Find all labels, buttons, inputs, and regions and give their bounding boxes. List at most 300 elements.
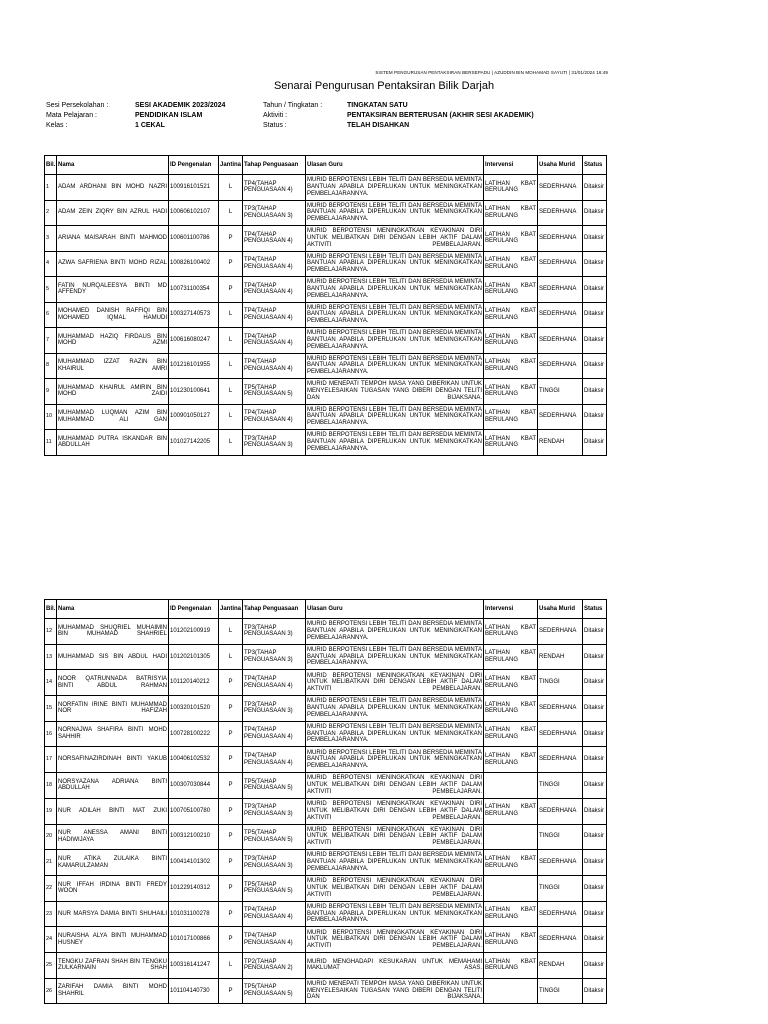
cell-nama: MUHAMMAD KHAIRUL AMIRIN BIN MOHD ZAIDI xyxy=(57,379,169,405)
table-row xyxy=(45,747,607,773)
cell-usaha: SEDERHANA xyxy=(538,404,583,430)
cell-status: Ditaksir xyxy=(583,328,607,354)
cell-tahap: TP4(TAHAP PENGUASAAN 4) xyxy=(243,901,306,927)
kelas-label: Kelas : xyxy=(46,122,68,129)
cell-ulasan: MURID BERPOTENSI LEBIH TELITI DAN BERSEDIA MEMINTA BANTUAN APABILA DIPERLUKAN UNTUK MENINGKATKAN PEMBELAJARANNYA. xyxy=(306,619,484,645)
table-row xyxy=(45,850,607,876)
col-status-header: Status xyxy=(583,600,607,619)
table-row xyxy=(45,379,607,405)
aktiviti-label: Aktiviti : xyxy=(263,112,288,119)
cell-tahap: TP4(TAHAP PENGUASAAN 4) xyxy=(243,721,306,747)
cell-usaha: TINGGI xyxy=(538,824,583,850)
cell-bil: 6 xyxy=(45,302,57,328)
col-status-header: Status xyxy=(583,156,607,175)
cell-status: Ditaksir xyxy=(583,901,607,927)
cell-intervensi: LATIHAN KBAT BERULANG xyxy=(484,251,538,277)
cell-status: Ditaksir xyxy=(583,927,607,953)
cell-usaha: TINGGI xyxy=(538,773,583,799)
cell-bil: 15 xyxy=(45,696,57,722)
cell-status: Ditaksir xyxy=(583,302,607,328)
cell-status: Ditaksir xyxy=(583,952,607,978)
cell-jantina: P xyxy=(219,850,243,876)
cell-tahap: TP4(TAHAP PENGUASAAN 4) xyxy=(243,175,306,201)
table-header-row xyxy=(45,156,607,175)
cell-tahap: TP4(TAHAP PENGUASAAN 4) xyxy=(243,328,306,354)
cell-status: Ditaksir xyxy=(583,200,607,226)
status-label: Status : xyxy=(263,122,287,129)
cell-id: 101027142205 xyxy=(169,430,219,456)
cell-ulasan: MURID MENGHADAPI KESUKARAN UNTUK MEMAHAMI MAKLUMAT ASAS. xyxy=(306,952,484,978)
cell-bil: 9 xyxy=(45,379,57,405)
info-row-kelas xyxy=(46,121,534,131)
cell-jantina: P xyxy=(219,798,243,824)
cell-jantina: P xyxy=(219,251,243,277)
cell-nama: ADAM ZEIN ZIQRY BIN AZRUL HADI xyxy=(57,200,169,226)
table-row xyxy=(45,200,607,226)
cell-ulasan: MURID BERPOTENSI LEBIH TELITI DAN BERSEDIA MEMINTA BANTUAN APABILA DIPERLUKAN UNTUK MENINGKATKAN PEMBELAJARANNYA. xyxy=(306,696,484,722)
cell-usaha: SEDERHANA xyxy=(538,226,583,252)
cell-nama: NUR MARSYA DAMIA BINTI SHUHAILI xyxy=(57,901,169,927)
cell-id: 100406102532 xyxy=(169,747,219,773)
cell-bil: 10 xyxy=(45,404,57,430)
table-row xyxy=(45,927,607,953)
cell-jantina: L xyxy=(219,175,243,201)
cell-nama: NOOR QATRUNNADA BATRISYIA BINTI ABDUL RAHMAN xyxy=(57,670,169,696)
cell-bil: 21 xyxy=(45,850,57,876)
cell-nama: ARIANA MAISARAH BINTI MAHMOD xyxy=(57,226,169,252)
cell-bil: 11 xyxy=(45,430,57,456)
table-row xyxy=(45,952,607,978)
cell-tahap: TP3(TAHAP PENGUASAAN 3) xyxy=(243,696,306,722)
cell-jantina: P xyxy=(219,747,243,773)
col-bil-header: Bil. xyxy=(45,600,57,619)
table-row xyxy=(45,670,607,696)
cell-bil: 1 xyxy=(45,175,57,201)
cell-tahap: TP4(TAHAP PENGUASAAN 4) xyxy=(243,302,306,328)
cell-jantina: P xyxy=(219,875,243,901)
cell-id: 100327140573 xyxy=(169,302,219,328)
system-info-line: SISTEM PENGURUSAN PENTAKSIRAN BERSEPADU | AZUDDIN BIN MOHAMAD SAYUTI | 31/01/2024 16:49 xyxy=(375,70,608,75)
cell-status: Ditaksir xyxy=(583,875,607,901)
cell-nama: NURAISHA ALYA BINTI MUHAMMAD HUSNEY xyxy=(57,927,169,953)
status-value: TELAH DISAHKAN xyxy=(347,122,410,129)
cell-bil: 3 xyxy=(45,226,57,252)
cell-status: Ditaksir xyxy=(583,747,607,773)
table-row xyxy=(45,644,607,670)
table-row xyxy=(45,404,607,430)
table-row xyxy=(45,175,607,201)
cell-status: Ditaksir xyxy=(583,670,607,696)
col-usaha-header: Usaha Murid xyxy=(538,600,583,619)
cell-id: 101017100866 xyxy=(169,927,219,953)
cell-ulasan: MURID BERPOTENSI MENINGKATKAN KEYAKINAN DIRI UNTUK MELIBATKAN DIRI DENGAN LEBIH AKTIF DALAM AKTIVITI PEMBELAJARAN. xyxy=(306,773,484,799)
cell-nama: NORNAJWA SHAFIRA BINTI MOHD SAHHIR xyxy=(57,721,169,747)
cell-id: 100316141247 xyxy=(169,952,219,978)
student-table-page-2 xyxy=(44,599,607,1004)
cell-status: Ditaksir xyxy=(583,379,607,405)
cell-nama: ZARIFAH DAMIA BINTI MOHD SHAHRIL xyxy=(57,978,169,1004)
cell-jantina: P xyxy=(219,927,243,953)
cell-usaha: TINGGI xyxy=(538,670,583,696)
cell-usaha: SEDERHANA xyxy=(538,277,583,303)
table-row xyxy=(45,824,607,850)
cell-usaha: RENDAH xyxy=(538,430,583,456)
cell-usaha: SEDERHANA xyxy=(538,927,583,953)
col-nama-header: Nama xyxy=(57,156,169,175)
col-jantina-header: Jantina xyxy=(219,156,243,175)
col-id-header: ID Pengenalan xyxy=(169,600,219,619)
cell-intervensi: LATIHAN KBAT BERULANG xyxy=(484,952,538,978)
cell-id: 101202101305 xyxy=(169,644,219,670)
cell-jantina: L xyxy=(219,200,243,226)
cell-ulasan: MURID BERPOTENSI LEBIH TELITI DAN BERSEDIA MEMINTA BANTUAN APABILA DIPERLUKAN UNTUK MENINGKATKAN PEMBELAJARANNYA. xyxy=(306,302,484,328)
mapel-label: Mata Pelajaran : xyxy=(46,112,97,119)
cell-nama: MUHAMMAD SIS BIN ABDUL HADI xyxy=(57,644,169,670)
cell-usaha: SEDERHANA xyxy=(538,200,583,226)
cell-nama: MUHAMMAD HAZIQ FIRDAUS BIN MOHD AZMI xyxy=(57,328,169,354)
cell-intervensi xyxy=(484,875,538,901)
student-table-page-1 xyxy=(44,155,607,456)
cell-ulasan: MURID BERPOTENSI LEBIH TELITI DAN BERSEDIA MEMINTA BANTUAN APABILA DIPERLUKAN UNTUK MENINGKATKAN PEMBELAJARANNYA. xyxy=(306,430,484,456)
cell-jantina: P xyxy=(219,226,243,252)
cell-usaha: SEDERHANA xyxy=(538,721,583,747)
cell-nama: MUHAMMAD IZZAT RAZIN BIN KHAIRUL AMRI xyxy=(57,353,169,379)
cell-jantina: L xyxy=(219,302,243,328)
cell-tahap: TP4(TAHAP PENGUASAAN 4) xyxy=(243,927,306,953)
cell-nama: AZWA SAFRIENA BINTI MOHD RIZAL xyxy=(57,251,169,277)
cell-intervensi xyxy=(484,773,538,799)
cell-bil: 5 xyxy=(45,277,57,303)
cell-intervensi: LATIHAN KBAT BERULANG xyxy=(484,404,538,430)
cell-id: 101031100278 xyxy=(169,901,219,927)
cell-jantina: L xyxy=(219,379,243,405)
cell-id: 100826100402 xyxy=(169,251,219,277)
cell-id: 100916101521 xyxy=(169,175,219,201)
cell-jantina: L xyxy=(219,644,243,670)
cell-status: Ditaksir xyxy=(583,404,607,430)
cell-intervensi: LATIHAN KBAT BERULANG xyxy=(484,927,538,953)
cell-tahap: TP4(TAHAP PENGUASAAN 4) xyxy=(243,251,306,277)
cell-id: 101230100641 xyxy=(169,379,219,405)
cell-id: 100901050127 xyxy=(169,404,219,430)
cell-nama: MUHAMMAD LUQMAN AZIM BIN MUHAMMAD ALI GAN xyxy=(57,404,169,430)
aktiviti-value: PENTAKSIRAN BERTERUSAN (AKHIR SESI AKADEMIK) xyxy=(347,112,534,119)
cell-tahap: TP3(TAHAP PENGUASAAN 3) xyxy=(243,200,306,226)
cell-tahap: TP4(TAHAP PENGUASAAN 4) xyxy=(243,747,306,773)
cell-usaha: SEDERHANA xyxy=(538,619,583,645)
cell-jantina: P xyxy=(219,824,243,850)
cell-nama: ADAM ARDHANI BIN MOHD NAZRI xyxy=(57,175,169,201)
cell-intervensi: LATIHAN KBAT BERULANG xyxy=(484,226,538,252)
table-row xyxy=(45,696,607,722)
cell-jantina: P xyxy=(219,696,243,722)
cell-status: Ditaksir xyxy=(583,850,607,876)
cell-usaha: SEDERHANA xyxy=(538,328,583,354)
table-row xyxy=(45,353,607,379)
col-intervensi-header: Intervensi xyxy=(484,600,538,619)
cell-ulasan: MURID MENEPATI TEMPOH MASA YANG DIBERIKAN UNTUK MENYELESAIKAN TUGASAN YANG DIBERI DENGAN TELITI DAN BIJAKSANA. xyxy=(306,978,484,1004)
table-row xyxy=(45,798,607,824)
cell-intervensi: LATIHAN KBAT BERULANG xyxy=(484,277,538,303)
tahun-value: TINGKATAN SATU xyxy=(347,102,408,109)
cell-status: Ditaksir xyxy=(583,773,607,799)
cell-nama: MOHAMED DANISH RAFFIQI BIN MOHAMED IQMAL HAMUDI xyxy=(57,302,169,328)
cell-nama: TENGKU ZAFRAN SHAH BIN TENGKU ZULKARNAIN SHAH xyxy=(57,952,169,978)
cell-id: 100312100210 xyxy=(169,824,219,850)
table-row xyxy=(45,875,607,901)
cell-id: 101202100919 xyxy=(169,619,219,645)
cell-bil: 19 xyxy=(45,798,57,824)
cell-id: 101216101955 xyxy=(169,353,219,379)
cell-intervensi: LATIHAN KBAT BERULANG xyxy=(484,721,538,747)
cell-tahap: TP5(TAHAP PENGUASAAN 5) xyxy=(243,824,306,850)
cell-usaha: SEDERHANA xyxy=(538,798,583,824)
cell-jantina: P xyxy=(219,670,243,696)
cell-jantina: L xyxy=(219,328,243,354)
info-row-sesi xyxy=(46,101,534,111)
cell-bil: 7 xyxy=(45,328,57,354)
cell-bil: 26 xyxy=(45,978,57,1004)
cell-tahap: TP3(TAHAP PENGUASAAN 3) xyxy=(243,798,306,824)
cell-bil: 13 xyxy=(45,644,57,670)
cell-tahap: TP4(TAHAP PENGUASAAN 4) xyxy=(243,226,306,252)
cell-tahap: TP4(TAHAP PENGUASAAN 4) xyxy=(243,670,306,696)
table-row xyxy=(45,328,607,354)
cell-status: Ditaksir xyxy=(583,644,607,670)
table-row xyxy=(45,251,607,277)
tahun-label: Tahun / Tingkatan : xyxy=(263,102,323,109)
cell-status: Ditaksir xyxy=(583,721,607,747)
cell-id: 101120140212 xyxy=(169,670,219,696)
col-intervensi-header: Intervensi xyxy=(484,156,538,175)
cell-ulasan: MURID BERPOTENSI LEBIH TELITI DAN BERSEDIA MEMINTA BANTUAN APABILA DIPERLUKAN UNTUK MENINGKATKAN PEMBELAJARANNYA. xyxy=(306,404,484,430)
cell-ulasan: MURID BERPOTENSI LEBIH TELITI DAN BERSEDIA MEMINTA BANTUAN APABILA DIPERLUKAN UNTUK MENINGKATKAN PEMBELAJARANNYA. xyxy=(306,175,484,201)
page-title: Senarai Pengurusan Pentaksiran Bilik Darjah xyxy=(273,80,495,92)
table-row xyxy=(45,277,607,303)
cell-intervensi: LATIHAN KBAT BERULANG xyxy=(484,175,538,201)
cell-intervensi: LATIHAN KBAT BERULANG xyxy=(484,379,538,405)
info-row-mapel xyxy=(46,111,534,121)
col-jantina-header: Jantina xyxy=(219,600,243,619)
cell-id: 100731100354 xyxy=(169,277,219,303)
cell-status: Ditaksir xyxy=(583,251,607,277)
cell-ulasan: MURID BERPOTENSI LEBIH TELITI DAN BERSEDIA MEMINTA BANTUAN APABILA DIPERLUKAN UNTUK MENINGKATKAN PEMBELAJARANNYA. xyxy=(306,277,484,303)
cell-ulasan: MURID BERPOTENSI LEBIH TELITI DAN BERSEDIA MEMINTA BANTUAN APABILA DIPERLUKAN UNTUK MENINGKATKAN PEMBELAJARANNYA. xyxy=(306,721,484,747)
cell-usaha: SEDERHANA xyxy=(538,901,583,927)
table-header-row xyxy=(45,600,607,619)
sesi-label: Sesi Persekolahan : xyxy=(46,102,109,109)
cell-nama: NORSAFINAZIRDINAH BINTI YAKUB xyxy=(57,747,169,773)
cell-tahap: TP3(TAHAP PENGUASAAN 3) xyxy=(243,430,306,456)
cell-intervensi: LATIHAN KBAT BERULANG xyxy=(484,430,538,456)
table-row xyxy=(45,430,607,456)
table-row xyxy=(45,773,607,799)
table-body-2 xyxy=(45,619,607,1004)
cell-ulasan: MURID BERPOTENSI MENINGKATKAN KEYAKINAN DIRI UNTUK MELIBATKAN DIRI DENGAN LEBIH AKTIF DALAM AKTIVITI PEMBELAJARAN. xyxy=(306,798,484,824)
cell-usaha: TINGGI xyxy=(538,379,583,405)
cell-ulasan: MURID BERPOTENSI LEBIH TELITI DAN BERSEDIA MEMINTA BANTUAN APABILA DIPERLUKAN UNTUK MENINGKATKAN PEMBELAJARANNYA. xyxy=(306,850,484,876)
cell-bil: 18 xyxy=(45,773,57,799)
cell-bil: 25 xyxy=(45,952,57,978)
cell-bil: 4 xyxy=(45,251,57,277)
cell-intervensi xyxy=(484,824,538,850)
cell-tahap: TP3(TAHAP PENGUASAAN 3) xyxy=(243,644,306,670)
cell-ulasan: MURID BERPOTENSI MENINGKATKAN KEYAKINAN DIRI UNTUK MELIBATKAN DIRI DENGAN LEBIH AKTIF DALAM AKTIVITI PEMBELAJARAN. xyxy=(306,927,484,953)
cell-intervensi: LATIHAN KBAT BERULANG xyxy=(484,670,538,696)
cell-usaha: TINGGI xyxy=(538,978,583,1004)
cell-ulasan: MURID BERPOTENSI MENINGKATKAN KEYAKINAN DIRI UNTUK MELIBATKAN DIRI DENGAN LEBIH AKTIF DALAM AKTIVITI PEMBELAJARAN. xyxy=(306,824,484,850)
cell-tahap: TP2(TAHAP PENGUASAAN 2) xyxy=(243,952,306,978)
sesi-value: SESI AKADEMIK 2023/2024 xyxy=(135,102,226,109)
cell-ulasan: MURID BERPOTENSI LEBIH TELITI DAN BERSEDIA MEMINTA BANTUAN APABILA DIPERLUKAN UNTUK MENINGKATKAN PEMBELAJARANNYA. xyxy=(306,353,484,379)
cell-intervensi: LATIHAN KBAT BERULANG xyxy=(484,747,538,773)
cell-bil: 20 xyxy=(45,824,57,850)
cell-ulasan: MURID BERPOTENSI LEBIH TELITI DAN BERSEDIA MEMINTA BANTUAN APABILA DIPERLUKAN UNTUK MENINGKATKAN PEMBELAJARANNYA. xyxy=(306,328,484,354)
cell-id: 100307030844 xyxy=(169,773,219,799)
cell-ulasan: MURID BERPOTENSI MENINGKATKAN KEYAKINAN DIRI UNTUK MELIBATKAN DIRI DENGAN LEBIH AKTIF DALAM AKTIVITI PEMBELAJARAN. xyxy=(306,875,484,901)
cell-intervensi: LATIHAN KBAT BERULANG xyxy=(484,353,538,379)
info-block xyxy=(46,101,534,131)
cell-intervensi: LATIHAN KBAT BERULANG xyxy=(484,850,538,876)
cell-tahap: TP5(TAHAP PENGUASAAN 5) xyxy=(243,773,306,799)
cell-tahap: TP5(TAHAP PENGUASAAN 5) xyxy=(243,978,306,1004)
table-row xyxy=(45,901,607,927)
cell-id: 100320101520 xyxy=(169,696,219,722)
cell-status: Ditaksir xyxy=(583,175,607,201)
col-ulasan-header: Ulasan Guru xyxy=(306,600,484,619)
cell-jantina: L xyxy=(219,353,243,379)
cell-bil: 22 xyxy=(45,875,57,901)
cell-nama: NORSYAZANA ADRIANA BINTI ABDULLAH xyxy=(57,773,169,799)
cell-status: Ditaksir xyxy=(583,430,607,456)
cell-bil: 14 xyxy=(45,670,57,696)
cell-jantina: L xyxy=(219,619,243,645)
col-bil-header: Bil. xyxy=(45,156,57,175)
cell-usaha: SEDERHANA xyxy=(538,850,583,876)
cell-ulasan: MURID BERPOTENSI LEBIH TELITI DAN BERSEDIA MEMINTA BANTUAN APABILA DIPERLUKAN UNTUK MENINGKATKAN PEMBELAJARANNYA. xyxy=(306,901,484,927)
cell-id: 101104140730 xyxy=(169,978,219,1004)
cell-ulasan: MURID MENEPATI TEMPOH MASA YANG DIBERIKAN UNTUK MENYELESAIKAN TUGASAN YANG DIBERI DENGAN TELITI DAN BIJAKSANA. xyxy=(306,379,484,405)
kelas-value: 1 CEKAL xyxy=(135,122,165,129)
cell-intervensi: LATIHAN KBAT BERULANG xyxy=(484,696,538,722)
cell-ulasan: MURID BERPOTENSI MENINGKATKAN KEYAKINAN DIRI UNTUK MELIBATKAN DIRI DENGAN LEBIH AKTIF DALAM AKTIVITI PEMBELAJARAN. xyxy=(306,226,484,252)
cell-nama: FATIN NURQALEESYA BINTI MD AFFENDY xyxy=(57,277,169,303)
table-row xyxy=(45,721,607,747)
cell-ulasan: MURID BERPOTENSI LEBIH TELITI DAN BERSEDIA MEMINTA BANTUAN APABILA DIPERLUKAN UNTUK MENINGKATKAN PEMBELAJARANNYA. xyxy=(306,251,484,277)
col-tahap-header: Tahap Penguasaan xyxy=(243,600,306,619)
cell-bil: 17 xyxy=(45,747,57,773)
cell-usaha: RENDAH xyxy=(538,952,583,978)
cell-usaha: SEDERHANA xyxy=(538,696,583,722)
table-row xyxy=(45,302,607,328)
cell-bil: 23 xyxy=(45,901,57,927)
cell-nama: NUR IFFAH IRDINA BINTI FREDY WOON xyxy=(57,875,169,901)
cell-status: Ditaksir xyxy=(583,619,607,645)
table-row xyxy=(45,226,607,252)
col-nama-header: Nama xyxy=(57,600,169,619)
cell-nama: MUHAMMAD SHUQRIEL MUHAIMIN BIN MUHAMAD SHAHRIEL xyxy=(57,619,169,645)
cell-status: Ditaksir xyxy=(583,978,607,1004)
cell-jantina: P xyxy=(219,773,243,799)
cell-tahap: TP3(TAHAP PENGUASAAN 3) xyxy=(243,619,306,645)
table-row xyxy=(45,619,607,645)
cell-intervensi: LATIHAN KBAT BERULANG xyxy=(484,619,538,645)
cell-ulasan: MURID BERPOTENSI MENINGKATKAN KEYAKINAN DIRI UNTUK MELIBATKAN DIRI DENGAN LEBIH AKTIF DALAM AKTIVITI PEMBELAJARAN. xyxy=(306,670,484,696)
cell-id: 100728100222 xyxy=(169,721,219,747)
cell-jantina: P xyxy=(219,721,243,747)
cell-intervensi: LATIHAN KBAT BERULANG xyxy=(484,798,538,824)
cell-bil: 2 xyxy=(45,200,57,226)
cell-ulasan: MURID BERPOTENSI LEBIH TELITI DAN BERSEDIA MEMINTA BANTUAN APABILA DIPERLUKAN UNTUK MENINGKATKAN PEMBELAJARANNYA. xyxy=(306,644,484,670)
cell-status: Ditaksir xyxy=(583,798,607,824)
cell-jantina: P xyxy=(219,277,243,303)
cell-jantina: P xyxy=(219,901,243,927)
col-tahap-header: Tahap Penguasaan xyxy=(243,156,306,175)
cell-id: 100414101302 xyxy=(169,850,219,876)
cell-id: 100616080247 xyxy=(169,328,219,354)
cell-jantina: L xyxy=(219,430,243,456)
cell-jantina: L xyxy=(219,404,243,430)
cell-jantina: P xyxy=(219,978,243,1004)
cell-id: 101229140312 xyxy=(169,875,219,901)
cell-usaha: SEDERHANA xyxy=(538,302,583,328)
cell-usaha: SEDERHANA xyxy=(538,353,583,379)
cell-id: 100606102107 xyxy=(169,200,219,226)
cell-status: Ditaksir xyxy=(583,696,607,722)
cell-status: Ditaksir xyxy=(583,277,607,303)
cell-bil: 24 xyxy=(45,927,57,953)
cell-ulasan: MURID BERPOTENSI LEBIH TELITI DAN BERSEDIA MEMINTA BANTUAN APABILA DIPERLUKAN UNTUK MENINGKATKAN PEMBELAJARANNYA. xyxy=(306,747,484,773)
col-id-header: ID Pengenalan xyxy=(169,156,219,175)
cell-tahap: TP4(TAHAP PENGUASAAN 4) xyxy=(243,277,306,303)
cell-id: 100705100780 xyxy=(169,798,219,824)
cell-nama: NUR ATIKA ZULAIKA BINTI KAMARULZAMAN xyxy=(57,850,169,876)
cell-tahap: TP5(TAHAP PENGUASAAN 5) xyxy=(243,379,306,405)
mapel-value: PENDIDIKAN ISLAM xyxy=(135,112,203,119)
cell-tahap: TP3(TAHAP PENGUASAAN 3) xyxy=(243,850,306,876)
cell-nama: NUR ADILAH BINTI MAT ZUKI xyxy=(57,798,169,824)
cell-status: Ditaksir xyxy=(583,824,607,850)
cell-intervensi: LATIHAN KBAT BERULANG xyxy=(484,302,538,328)
cell-tahap: TP4(TAHAP PENGUASAAN 4) xyxy=(243,404,306,430)
cell-nama: NUR ANESSA AMANI BINTI HADIWIJAYA xyxy=(57,824,169,850)
cell-nama: NORFATIN IRINE BINTI MUHAMMAD NOR HAFIZAH xyxy=(57,696,169,722)
cell-nama: MUHAMMAD PUTRA ISKANDAR BIN ABDULLAH xyxy=(57,430,169,456)
cell-usaha: RENDAH xyxy=(538,644,583,670)
cell-usaha: TINGGI xyxy=(538,875,583,901)
cell-intervensi: LATIHAN KBAT BERULANG xyxy=(484,901,538,927)
col-ulasan-header: Ulasan Guru xyxy=(306,156,484,175)
cell-tahap: TP5(TAHAP PENGUASAAN 5) xyxy=(243,875,306,901)
cell-usaha: SEDERHANA xyxy=(538,175,583,201)
cell-usaha: SEDERHANA xyxy=(538,747,583,773)
cell-status: Ditaksir xyxy=(583,226,607,252)
cell-tahap: TP4(TAHAP PENGUASAAN 4) xyxy=(243,353,306,379)
cell-id: 100601100786 xyxy=(169,226,219,252)
table-body-1 xyxy=(45,175,607,456)
cell-usaha: SEDERHANA xyxy=(538,251,583,277)
col-usaha-header: Usaha Murid xyxy=(538,156,583,175)
cell-status: Ditaksir xyxy=(583,353,607,379)
cell-intervensi: LATIHAN KBAT BERULANG xyxy=(484,328,538,354)
cell-jantina: L xyxy=(219,952,243,978)
cell-bil: 8 xyxy=(45,353,57,379)
table-row xyxy=(45,978,607,1004)
cell-intervensi: LATIHAN KBAT BERULANG xyxy=(484,200,538,226)
cell-bil: 16 xyxy=(45,721,57,747)
cell-intervensi: LATIHAN KBAT BERULANG xyxy=(484,644,538,670)
cell-bil: 12 xyxy=(45,619,57,645)
